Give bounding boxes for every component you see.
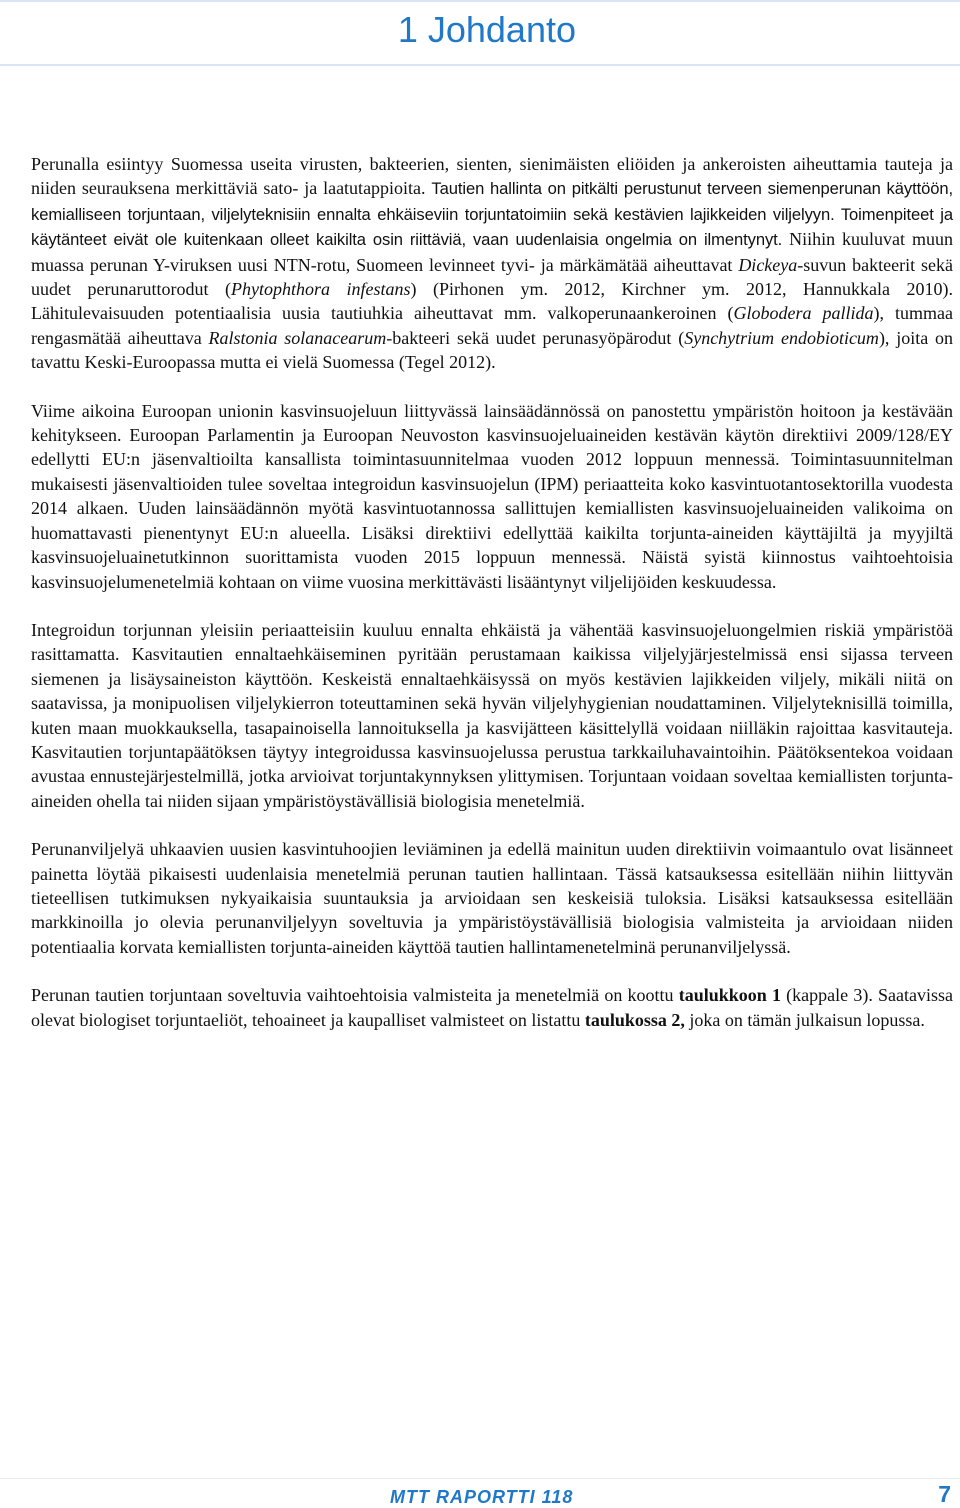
p1-sentence-3f: ), joita on tavattu Keski-Euroopassa mutta ei vielä Suomessa (Tegel 2012). xyxy=(31,327,953,373)
paragraph-2: Viime aikoina Euroopan unionin kasvinsuojeluun liittyvässä lainsäädännössä on panostettu ympäristön hoitoon ja kestävään kehitykseen. Euroopan Parlamentin ja Euroopan Neuvoston kasvinsuojeluaineiden kestävän käytön direktiivi 2009/128/EY edellytti EU:n jäsenvaltioilta kansallista toimintasuunnitelmaa vuoden 2012 loppuun mennessä. Toimintasuunnitelman mukaisesti jäsenvaltioiden tulee soveltaa integroidun kasvinsuojelun (IPM) periaatteita koko kasvintuotantosektorilla vuodesta 2014 alkaen. Uuden lainsäädännön myötä kasvintuotannossa sallittujen kemiallisten kasvinsuojeluaineiden valikoima on huomattavasti pienentynyt EU:n alueella. Lisäksi direktiivi edellyttää kaikilta torjunta-aineiden käyttäjiltä ja myyjiltä kasvinsuojeluainetutkinnon suorittamista vuoden 2015 loppuun mennessä. Näistä syistä kiinnostus vaihtoehtoisia kasvinsuojelumenetelmiä kohtaan on viime vuosina merkittävästi lisääntynyt viljelijöiden keskuudessa. xyxy=(31,400,953,592)
p1-sentence-3d: ), tummaa rengasmätää aiheuttava xyxy=(31,303,953,348)
header-rule xyxy=(0,0,960,2)
footer-rule xyxy=(0,1478,960,1479)
report-series-title: MTT RAPORTTI 118 xyxy=(390,1487,574,1507)
taxon-dickeya: Dickeya xyxy=(738,254,798,275)
table-reference-2: taulukossa 2, xyxy=(584,1009,685,1030)
table-reference-1: taulukkoon 1 xyxy=(678,985,781,1006)
p1-sentence-3c: ) (Pirhonen ym. 2012, Kirchner ym. 2012, Hannukkala 2010). Lähitulevaisuuden potentiaalisia uusia tautiuhkia aiheuttavat mm. valkoperunaankeroinen ( xyxy=(31,279,954,324)
taxon-phytophthora: Phytophthora infestans xyxy=(230,279,411,300)
p1-sentence-1: Perunalla esiintyy Suomessa useita virusten, bakteerien, sienten, sienimäisten eliöiden ja ankeroisten aiheuttamia tauteja ja niiden seurauksena merkittäviä sato- ja laatutappioita. xyxy=(31,154,953,199)
taxon-globodera: Globodera pallida xyxy=(733,303,874,324)
p5-post: joka on tämän julkaisun lopussa. xyxy=(684,1009,925,1030)
taxon-ralstonia: Ralstonia solanacearum xyxy=(208,327,387,348)
p1-sentence-3b: -suvun bakteerit sekä uudet perunaruttorodut ( xyxy=(31,254,953,300)
p1-sentence-2: Tautien hallinta on pitkälti perustunut terveen siemenperunan käyttöön, kemialliseen torjuntaan, viljelyteknisiin ennalta ehkäiseviin torjuntatoimiin sekä kestävien lajikkeiden viljelyyn. Toimenpiteet ja käytänteet eivät ole kuitenkaan olleet kaikilta osin riittäviä, vaan uudenlaisia ongelmia on ilmentynyt. xyxy=(31,179,953,250)
chapter-heading: 1 Johdanto xyxy=(397,9,576,50)
paragraph-3: Integroidun torjunnan yleisiin periaatteisiin kuuluu ennalta ehkäistä ja vähentää kasvinsuojeluongelmien riskiä ympäristöä rasittamatta. Kasvitautien ennaltaehkäiseminen pyritään perustamaan kaikissa viljelyjärjestelmissä ensi sijassa terveen siemenen ja lisäysaineiston käyttöön. Keskeistä ennaltaehkäisyssä on myös kestävien lajikkeiden viljely, mikäli niitä on saatavissa, ja monipuolisen viljelykierron toteuttaminen sekä hyvän viljelyhygienian noudattaminen. Viljelyteknisillä toimilla, kuten maan muokkauksella, tasapainoisella lannoituksella ja kasvijätteen käsittelyllä voidaan niilläkin rajoittaa kasvitauteja. Kasvitautien torjuntapäätöksen täytyy integroidussa kasvinsuojelussa perustua tarkkailuhavaintoihin. Päätöksentekoa voidaan avustaa ennustejärjestelmillä, jotka arvioivat torjuntakynnyksen ylittymisen. Torjuntaan voidaan soveltaa kemiallisten torjunta-aineiden ohella tai niiden sijaan ympäristöystävällisiä biologisia menetelmiä. xyxy=(31,619,953,811)
p1-sentence-3e: -bakteeri sekä uudet perunasyöpärodut ( xyxy=(386,327,685,348)
header-rule xyxy=(0,64,960,66)
p5-pre: Perunan tautien torjuntaan soveltuvia vaihtoehtoisia valmisteita ja menetelmiä on koottu xyxy=(31,985,679,1006)
page-number: 7 xyxy=(938,1481,951,1507)
p1-sentence-3a: Niihin kuuluvat muun muassa perunan Y-viruksen uusi NTN-rotu, Suomeen levinneet tyvi- ja märkämätää aiheuttavat xyxy=(31,229,953,275)
paragraph-5 xyxy=(31,983,953,1032)
p5-mid: (kappale 3). Saatavissa olevat biologiset torjuntaeliöt, tehoaineet ja kaupalliset valmisteet on listattu xyxy=(31,985,953,1030)
chapter-body xyxy=(31,152,953,1032)
paragraph-1 xyxy=(31,152,953,375)
paragraph-4: Perunanviljelyä uhkaavien uusien kasvintuhoojien leviäminen ja edellä mainitun uuden direktiivin voimaantulo ovat lisänneet painetta löytää pikaisesti uudenlaisia menetelmiä perunan tautien hallintaan. Tässä katsauksessa esitellään niihin liittyvän tieteellisen tutkimuksen nykyaikaisia suuntauksia ja arvioidaan sen keskeisiä tuloksia. Lisäksi katsauksessa esitellään markkinoilla jo olevia perunanviljelyyn soveltuvia ja ympäristöystävällisiä biologisia valmisteita ja arvioidaan niiden potentiaalia korvata kemiallisten torjunta-aineiden käyttöä tautien hallintamenetelminä perunanviljelyssä. xyxy=(31,839,953,957)
taxon-synchytrium: Synchytrium endobioticum xyxy=(684,327,879,348)
